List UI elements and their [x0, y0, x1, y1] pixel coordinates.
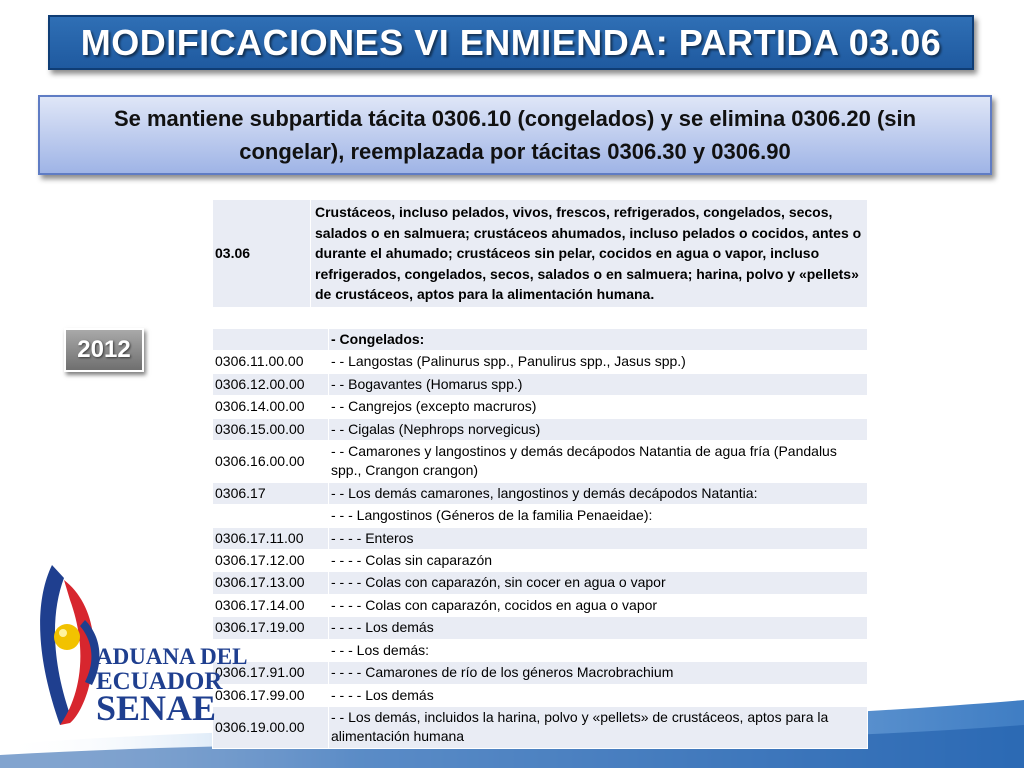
heading-code: 03.06 [213, 200, 311, 308]
table-row [213, 329, 868, 351]
heading-description: Crustáceos, incluso pelados, vivos, frescos, refrigerados, congelados, secos, salados o en salmuera; crustáceos ahumados, incluso pelados o cocidos, antes o durante el ahumado; crustáceos sin pelar, cocidos en agua o vapor, incluso refrigerados, congelados, secos, salados o en salmuera; harina, polvo y «pellets» de crustáceos, aptos para la alimentación humana. [311, 200, 868, 308]
table-row [213, 482, 868, 504]
row-description: - Congelados: [329, 329, 868, 351]
row-code: 0306.17.13.00 [213, 572, 329, 594]
subtitle-box [38, 95, 992, 175]
table-row [213, 441, 868, 483]
row-description: - - - - Los demás [329, 617, 868, 639]
row-description: - - Cigalas (Nephrops norvegicus) [329, 418, 868, 440]
row-code [213, 505, 329, 527]
row-description: - - Camarones y langostinos y demás decápodos Natantia de agua fría (Pandalus spp., Crangon crangon) [329, 441, 868, 483]
row-code: 0306.15.00.00 [213, 418, 329, 440]
row-code: 0306.17.11.00 [213, 527, 329, 549]
table-row [213, 396, 868, 418]
logo-line-1: ADUANA DEL [96, 644, 248, 669]
row-description: - - Bogavantes (Homarus spp.) [329, 373, 868, 395]
row-code: 0306.12.00.00 [213, 373, 329, 395]
row-description: - - - - Los demás [329, 684, 868, 706]
table-row [213, 572, 868, 594]
logo-line-2: ECUADOR [96, 668, 223, 695]
page-title: MODIFICACIONES VI ENMIENDA: PARTIDA 03.06 [80, 21, 942, 63]
row-code: 0306.17.12.00 [213, 550, 329, 572]
table-row [213, 684, 868, 706]
senae-logo [30, 560, 248, 735]
year-badge [64, 328, 144, 372]
row-description: - - - - Enteros [329, 527, 868, 549]
title-banner [48, 15, 974, 70]
row-description: - - - - Colas con caparazón, sin cocer en agua o vapor [329, 572, 868, 594]
row-description: - - - - Colas con caparazón, cocidos en agua o vapor [329, 594, 868, 616]
subtitle-text: Se mantiene subpartida tácita 0306.10 (congelados) y se elimina 0306.20 (sin congelar), reemplazada por tácitas 0306.30 y 0306.90 [113, 106, 917, 164]
table-row [213, 505, 868, 527]
table-row [213, 550, 868, 572]
row-description: - - - - Colas sin caparazón [329, 550, 868, 572]
table-row [213, 639, 868, 661]
row-code: 0306.17.99.00 [213, 684, 329, 706]
table-row [213, 527, 868, 549]
row-description: - - Los demás camarones, langostinos y demás decápodos Natantia: [329, 482, 868, 504]
heading-table [212, 199, 868, 308]
logo-line-3: SENAE [96, 688, 217, 728]
row-code: 0306.17.19.00 [213, 617, 329, 639]
table-row [213, 662, 868, 684]
row-description: - - Langostas (Palinurus spp., Panulirus spp., Jasus spp.) [329, 351, 868, 373]
row-code: 0306.16.00.00 [213, 441, 329, 483]
tariff-table [212, 328, 868, 749]
row-code: 0306.19.00.00 [213, 706, 329, 748]
row-code: 0306.17.91.00 [213, 662, 329, 684]
table-row [213, 594, 868, 616]
row-code [213, 329, 329, 351]
year-label: 2012 [77, 336, 131, 363]
table-row [213, 373, 868, 395]
heading-row [213, 200, 868, 308]
row-description: - - - Los demás: [329, 639, 868, 661]
table-row [213, 418, 868, 440]
row-code: 0306.14.00.00 [213, 396, 329, 418]
table-row [213, 706, 868, 748]
row-code: 0306.17.14.00 [213, 594, 329, 616]
row-description: - - - - Camarones de río de los géneros Macrobrachium [329, 662, 868, 684]
row-description: - - - Langostinos (Géneros de la familia Penaeidae): [329, 505, 868, 527]
row-description: - - Cangrejos (excepto macruros) [329, 396, 868, 418]
row-code: 0306.11.00.00 [213, 351, 329, 373]
row-code: 0306.17 [213, 482, 329, 504]
row-description: - - Los demás, incluidos la harina, polvo y «pellets» de crustáceos, aptos para la alimentación humana [329, 706, 868, 748]
table-row [213, 351, 868, 373]
table-row [213, 617, 868, 639]
